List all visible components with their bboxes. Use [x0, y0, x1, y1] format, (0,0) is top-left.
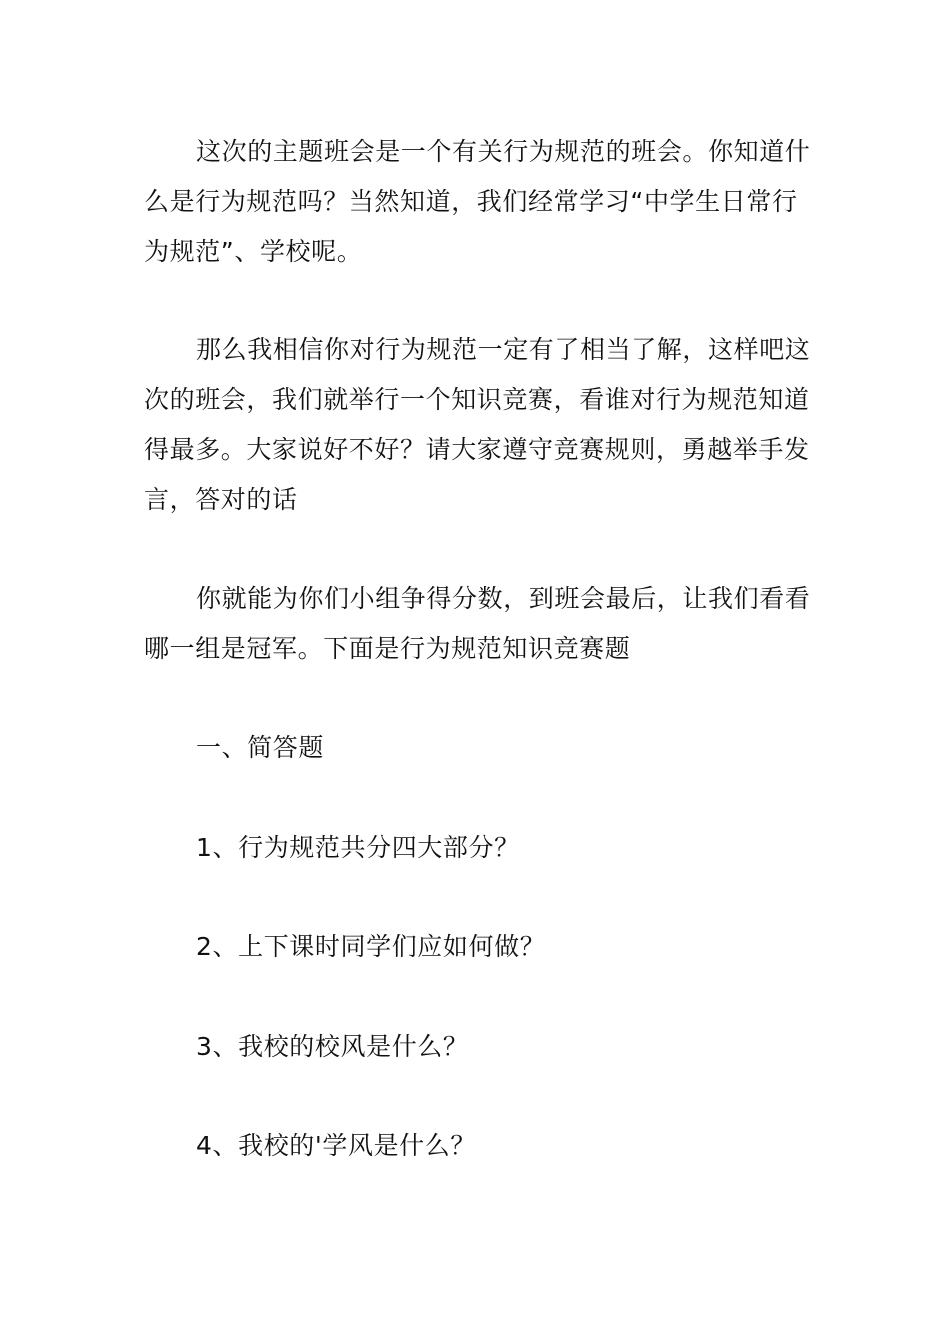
- question-item: 4、我校的'学风是什么？: [196, 1131, 476, 1160]
- competition-paragraph: 那么我相信你对行为规范一定有了相当了解，这样吧这次的班会，我们就举行一个知识竞赛，看谁对行为规范知道得最多。大家说好不好？请大家遵守竞赛规则，勇越举手发言，答对的话: [144, 335, 811, 514]
- scoring-paragraph: 你就能为你们小组争得分数，到班会最后，让我们看看哪一组是冠军。下面是行为规范知识竞赛题: [144, 584, 811, 663]
- intro-paragraph: 这次的主题班会是一个有关行为规范的班会。你知道什么是行为规范吗？当然知道，我们经常学习“中学生日常行为规范”、学校呢。: [144, 137, 811, 266]
- question-item: 3、我校的校风是什么？: [196, 1032, 469, 1061]
- question-item: 2、上下课时同学们应如何做？: [196, 932, 546, 961]
- question-item: 1、行为规范共分四大部分？: [196, 833, 520, 862]
- section-heading: 一、简答题: [196, 733, 325, 762]
